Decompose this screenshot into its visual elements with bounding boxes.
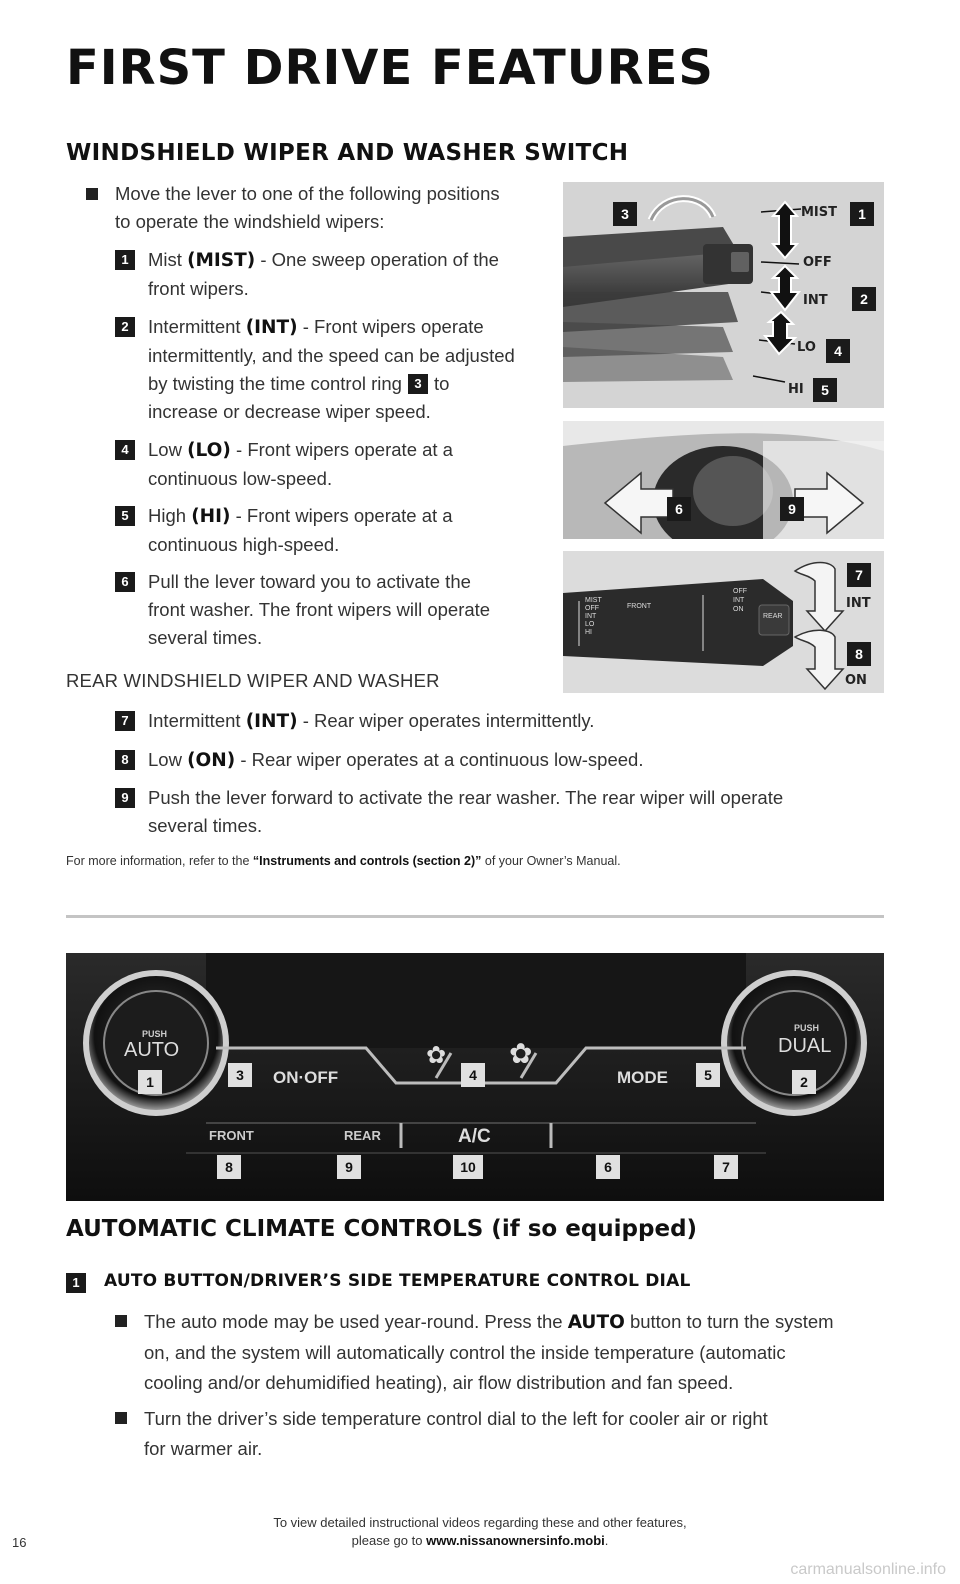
lever-text-on2: ON [733,606,744,613]
lever-front-positions [585,597,602,637]
bullet-square-icon [115,1412,127,1424]
wiper-item-mist [115,246,545,303]
callout-3: 3 [613,202,637,226]
dual-button[interactable]: DUAL [778,1035,832,1057]
callout-7: 7 [847,563,871,587]
rear-wiper-lever-photo [563,551,884,693]
lever-text-front: FRONT [627,603,652,610]
callout-5: 5 [813,378,837,402]
lever-text-off: OFF [585,605,599,612]
position-label-int: INT [803,293,828,308]
bullet-line3: cooling and/or dehumidified heating), air flow distribution and fan speed. [144,1372,734,1393]
wiper-intro-line1: Move the lever to one of the following positions [115,183,500,204]
svg-text:✿: ✿ [426,1041,447,1069]
lever-text-off2: OFF [733,588,747,595]
watermark: carmanualsonline.info [790,1561,946,1578]
bullet-line2: for warmer air. [144,1438,263,1459]
bullet-square-icon [86,188,98,200]
lever-rear-positions [733,587,747,614]
item-desc: - Rear wiper operates at a continuous low-speed. [240,749,644,770]
rear-wiper-heading: REAR WINDSHIELD WIPER AND WASHER [66,670,440,691]
position-label-mist: MIST [801,205,838,220]
rear-lever-illustration [563,551,884,693]
subsection-title: AUTO BUTTON/DRIVER’S SIDE TEMPERATURE CONTROL DIAL [104,1271,691,1291]
lever-text-mist: MIST [585,597,602,604]
bullet-text: The auto mode may be used year-round. Press the [144,1311,563,1332]
footer-line1: To view detailed instructional videos regarding these and other features, [273,1515,687,1530]
item-mode: (LO) [187,440,231,461]
item-desc-line1: Pull the lever toward you to activate the [148,571,471,592]
push-label-left: PUSH [142,1029,168,1039]
item-desc: - Front wipers operate at a [235,505,453,526]
item-number-badge: 8 [115,750,135,770]
footer-period: . [604,1533,609,1548]
item-number-badge: 2 [115,317,135,337]
svg-text:✿: ✿ [509,1037,533,1070]
rear-item-on [115,746,875,775]
item-mode: (INT) [245,711,298,732]
callout-10: 10 [453,1155,483,1179]
callout-7: 7 [714,1155,738,1179]
callout-4: 4 [826,339,850,363]
climate-controls-photo [66,953,884,1201]
position-label-on-rear: ON [845,673,867,688]
item-number-badge: 5 [115,506,135,526]
item-desc: - Rear wiper operates intermittently. [302,710,595,731]
position-label-off: OFF [803,255,832,270]
item-lead: Low [148,439,182,460]
position-label-lo: LO [797,340,816,355]
item-mode: (HI) [191,506,231,527]
item-number-badge: 1 [115,250,135,270]
lever-text-lo: LO [585,621,595,628]
wiper-intro [86,180,546,236]
item-desc-line2: several times. [148,815,263,836]
bullet-line2: on, and the system will automatically control the inside temperature (automatic [144,1342,786,1363]
callout-1: 1 [138,1070,162,1094]
climate-subsection-heading [66,1271,690,1293]
callout-6: 6 [596,1155,620,1179]
front-defrost-button[interactable]: FRONT [209,1128,254,1143]
push-label-right: PUSH [794,1023,820,1033]
position-label-int-rear: INT [846,596,871,611]
wiper-section-title: WINDSHIELD WIPER AND WASHER SWITCH [66,140,629,166]
owners-manual-footnote [66,854,621,868]
wiper-item-washer [115,568,555,652]
wiper-lever-photo [563,182,884,408]
rear-item-washer [115,784,885,840]
wiper-item-hi [115,502,545,559]
footer-link[interactable]: www.nissanownersinfo.mobi [426,1533,605,1548]
page-title: FIRST DRIVE FEATURES [66,40,714,96]
item-desc: - Front wipers operate [302,316,484,337]
climate-section-title: AUTOMATIC CLIMATE CONTROLS (if so equipped) [66,1216,698,1242]
rear-item-int [115,707,875,736]
rear-defrost-button[interactable]: REAR [344,1128,381,1143]
lever-text-rear: REAR [763,613,783,620]
item-lead: Intermittent [148,316,241,337]
footnote-reference: “Instruments and controls (section 2)” [252,854,482,868]
item-lead: Mist [148,249,182,270]
item-desc-line3: by twisting the time control ring [148,373,402,394]
item-desc-line2: continuous high-speed. [148,534,340,555]
wiper-intro-line2: to operate the windshield wipers: [115,211,385,232]
item-number-badge: 7 [115,711,135,731]
item-desc-line2: front washer. The front wipers will operate [148,599,491,620]
wiper-item-lo [115,436,545,493]
item-desc: - One sweep operation of the [260,249,499,270]
auto-button[interactable]: AUTO [124,1039,180,1061]
callout-6: 6 [667,497,691,521]
callout-9: 9 [780,497,804,521]
callout-1: 1 [850,202,874,226]
item-desc-line4: increase or decrease wiper speed. [148,401,431,422]
mode-button[interactable]: MODE [617,1068,668,1087]
item-mode: (MIST) [187,250,256,271]
footer-text: please go to [351,1533,423,1548]
item-desc: - Front wipers operate at a [236,439,453,460]
subsection-number-badge: 1 [66,1273,86,1293]
item-desc-line1: Push the lever forward to activate the rear washer. The rear wiper will operate [148,787,784,808]
bullet-square-icon [115,1315,127,1327]
washer-lever-illustration [563,421,884,539]
section-divider [66,915,884,918]
item-number-badge: 4 [115,440,135,460]
climate-bullet-auto [115,1307,895,1398]
item-lead: High [148,505,187,526]
item-number-badge: 9 [115,788,135,808]
page-number: 16 [12,1535,27,1550]
item-mode: (INT) [245,317,298,338]
callout-4: 4 [461,1063,485,1087]
item-number-badge: 6 [115,572,135,592]
item-lead: Intermittent [148,710,241,731]
item-lead: Low [148,749,182,770]
callout-9: 9 [337,1155,361,1179]
bullet-line1: Turn the driver’s side temperature control dial to the left for cooler air or right [144,1408,768,1429]
lever-text-int: INT [585,613,597,620]
item-mode: (ON) [187,750,236,771]
position-label-hi: HI [788,382,804,397]
callout-3: 3 [228,1063,252,1087]
wiper-item-int [115,313,555,426]
bullet-text-end: button to turn the system [629,1311,834,1332]
footer-line2 [0,1533,960,1548]
item-desc-line2: intermittently, and the speed can be adjusted [148,345,515,366]
footnote-text: For more information, refer to the [66,854,250,868]
ac-button[interactable]: A/C [458,1126,491,1147]
lever-text-int2: INT [733,597,745,604]
auto-keyword: AUTO [567,1312,625,1333]
climate-bullet-dial [115,1404,895,1464]
inline-number-badge: 3 [408,374,428,394]
lever-text-hi: HI [585,629,592,636]
callout-8: 8 [847,642,871,666]
callout-5: 5 [696,1063,720,1087]
callout-8: 8 [217,1155,241,1179]
item-desc-line2: continuous low-speed. [148,468,333,489]
footnote-text-end: of your Owner’s Manual. [484,854,621,868]
item-desc-line3-end: to [433,373,450,394]
item-desc-line3: several times. [148,627,263,648]
washer-lever-photo [563,421,884,539]
callout-2: 2 [792,1070,816,1094]
callout-2: 2 [852,287,876,311]
item-desc-line2: front wipers. [148,278,249,299]
on-off-button[interactable]: ON·OFF [273,1068,339,1087]
